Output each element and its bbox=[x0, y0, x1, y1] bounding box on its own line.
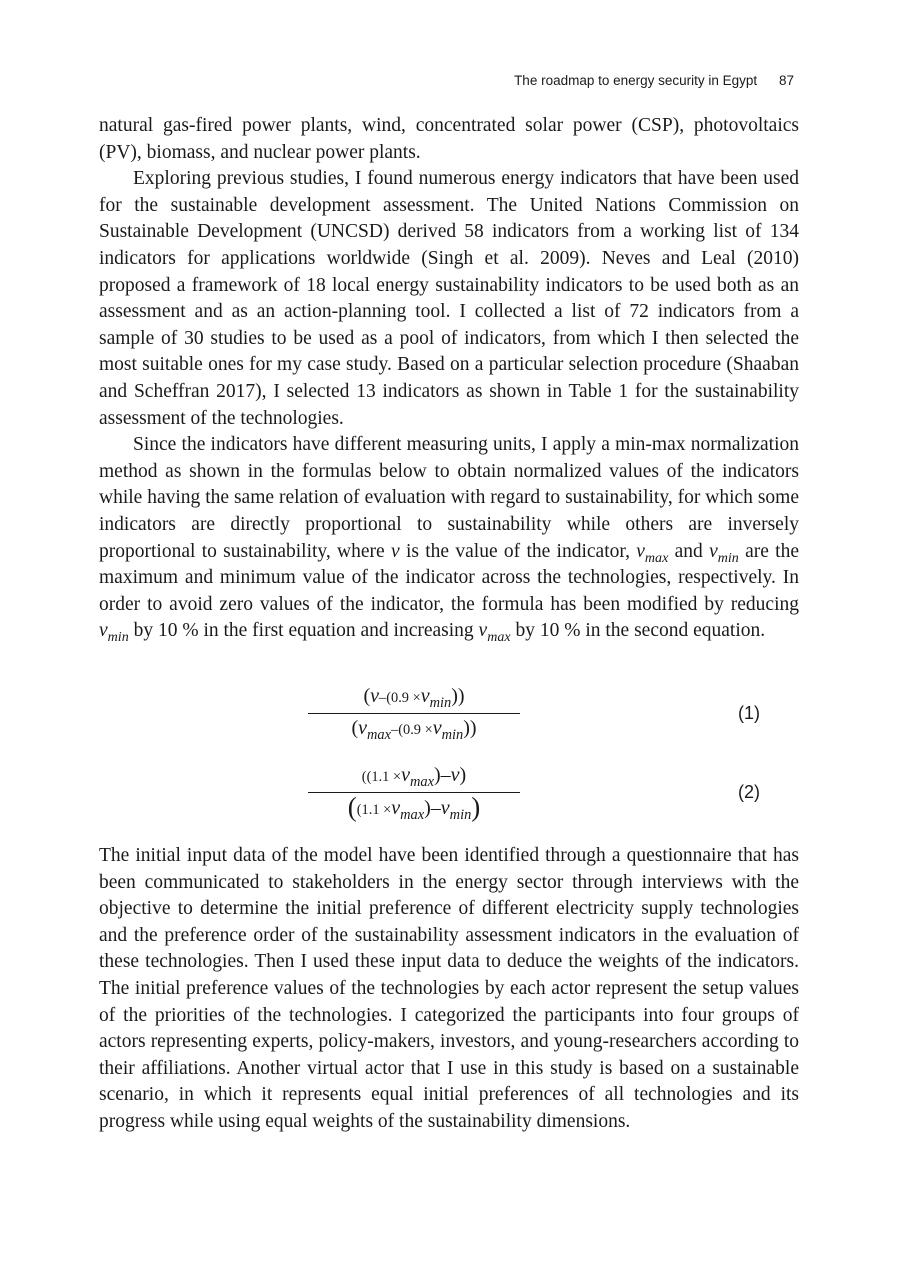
math-subscript: max bbox=[644, 549, 669, 566]
fraction-denominator bbox=[308, 715, 520, 743]
body-text-upper bbox=[99, 113, 799, 645]
math-variable: v bbox=[370, 685, 380, 707]
text-run: Since the indicators have different measuring units, I apply a min-max normalization method as shown in the formulas below to obtain normalized values of the indicators while having the same relation of evaluation with regard to sustainability, for which some indicators are directly proportional to sustainability while others are inversely proportional to sustainability, where bbox=[99, 434, 799, 562]
math-variable: v bbox=[358, 717, 368, 740]
running-title: The roadmap to energy security in Egypt bbox=[514, 73, 758, 88]
math-subscript: min bbox=[449, 807, 472, 824]
math-subscript: max bbox=[487, 629, 511, 646]
math-operator: ((1.1 × bbox=[361, 769, 402, 785]
math-variable: v bbox=[391, 540, 400, 562]
fraction-numerator bbox=[308, 762, 520, 790]
text-run: by 10 % in the first equation and increasing bbox=[128, 620, 479, 642]
math-variable: v bbox=[478, 620, 488, 642]
running-header bbox=[514, 73, 794, 88]
math-subscript: max bbox=[400, 807, 425, 824]
math-variable: v bbox=[450, 764, 460, 786]
equation-2 bbox=[0, 762, 900, 822]
math-subscript: min bbox=[441, 727, 464, 744]
fraction-denominator bbox=[308, 794, 520, 823]
body-text-lower bbox=[99, 843, 799, 1136]
math-operator: )– bbox=[424, 797, 441, 820]
math-variable: v bbox=[709, 540, 718, 562]
math-variable: v bbox=[391, 797, 401, 820]
equation-number: (2) bbox=[738, 782, 760, 802]
math-operator: )– bbox=[433, 764, 451, 786]
math-subscript: max bbox=[409, 774, 434, 791]
text-run: are the maximum and minimum value of the indicator across the technologies, respectively. In order to avoid zero values of the indicator, the formula has been modified by reducing bbox=[99, 540, 799, 615]
paren: ( bbox=[351, 717, 359, 740]
math-operator: –(0.9 × bbox=[391, 722, 433, 739]
math-variable: v bbox=[401, 764, 410, 786]
text-run: and bbox=[668, 540, 710, 562]
math-subscript: min bbox=[107, 629, 129, 646]
paragraph-input-data: The initial input data of the model have been identified through a questionnaire that has been communicated to stakeholders in the energy sector through interviews with the objective to determine the initial preference of different electricity supply technologies and the preference order of the sustainability assessment indicators in the evaluation of these technologies. Then I used these input data to deduce the weights of the indicators. The initial preference values of the technologies by each actor represent the setup values of the priorities of the technologies. I categorized the participants into four groups of actors representing experts, policy-makers, investors, and young-researchers according to their affiliations. Another virtual actor that I use in this study is based on a sustainable scenario, in which it represents equal initial preferences of all technologies and its progress while using equal weights of the sustainability dimensions. bbox=[99, 845, 799, 1132]
equation-number: (1) bbox=[738, 703, 760, 723]
paragraph-continuation: natural gas-fired power plants, wind, concentrated solar power (CSP), photovoltaics (PV), biomass, and nuclear power plants. bbox=[99, 115, 799, 163]
paren: )) bbox=[451, 685, 465, 707]
paren: ( bbox=[363, 685, 371, 707]
text-run: is the value of the indicator, bbox=[399, 540, 637, 562]
fraction bbox=[308, 762, 520, 823]
fraction bbox=[308, 683, 520, 743]
math-variable: v bbox=[99, 620, 108, 642]
math-variable: v bbox=[440, 797, 450, 820]
fraction-numerator bbox=[308, 683, 520, 711]
math-operator: –(0.9 × bbox=[379, 690, 421, 706]
paren: ( bbox=[347, 792, 357, 823]
paragraph-normalization bbox=[99, 432, 799, 645]
math-variable: v bbox=[420, 685, 430, 707]
paren: ) bbox=[459, 764, 467, 786]
math-subscript: min bbox=[429, 695, 452, 712]
page-number: 87 bbox=[778, 73, 794, 88]
paragraph-indicators: Exploring previous studies, I found numerous energy indicators that have been used for the sustainable development assessment. The United Nations Commission on Sustainable Development (UNCSD) derived 58 indicators from a working list of 134 indicators for applications worldwide (Singh et al. 2009). Neves and Leal (2010) proposed a framework of 18 local energy sustainability indicators to be used both as an assessment and as an action-planning tool. I collected a list of 72 indicators from a sample of 30 studies to be used as a pool of indicators, from which I then selected the most suitable ones for my case study. Based on a particular selection procedure (Shaaban and Scheffran 2017), I selected 13 indicators as shown in Table 1 for the sustainability assessment of the technologies. bbox=[99, 168, 799, 429]
fraction-bar bbox=[308, 792, 520, 793]
paren: )) bbox=[463, 717, 477, 740]
text-run: by 10 % in the second equation. bbox=[510, 620, 766, 642]
math-subscript: min bbox=[717, 549, 739, 566]
math-subscript: max bbox=[367, 727, 392, 744]
math-variable: v bbox=[432, 717, 442, 740]
paren: ) bbox=[471, 792, 481, 823]
math-variable: v bbox=[636, 540, 645, 562]
equation-1 bbox=[0, 683, 900, 743]
math-operator: (1.1 × bbox=[356, 802, 392, 819]
fraction-bar bbox=[308, 713, 520, 714]
